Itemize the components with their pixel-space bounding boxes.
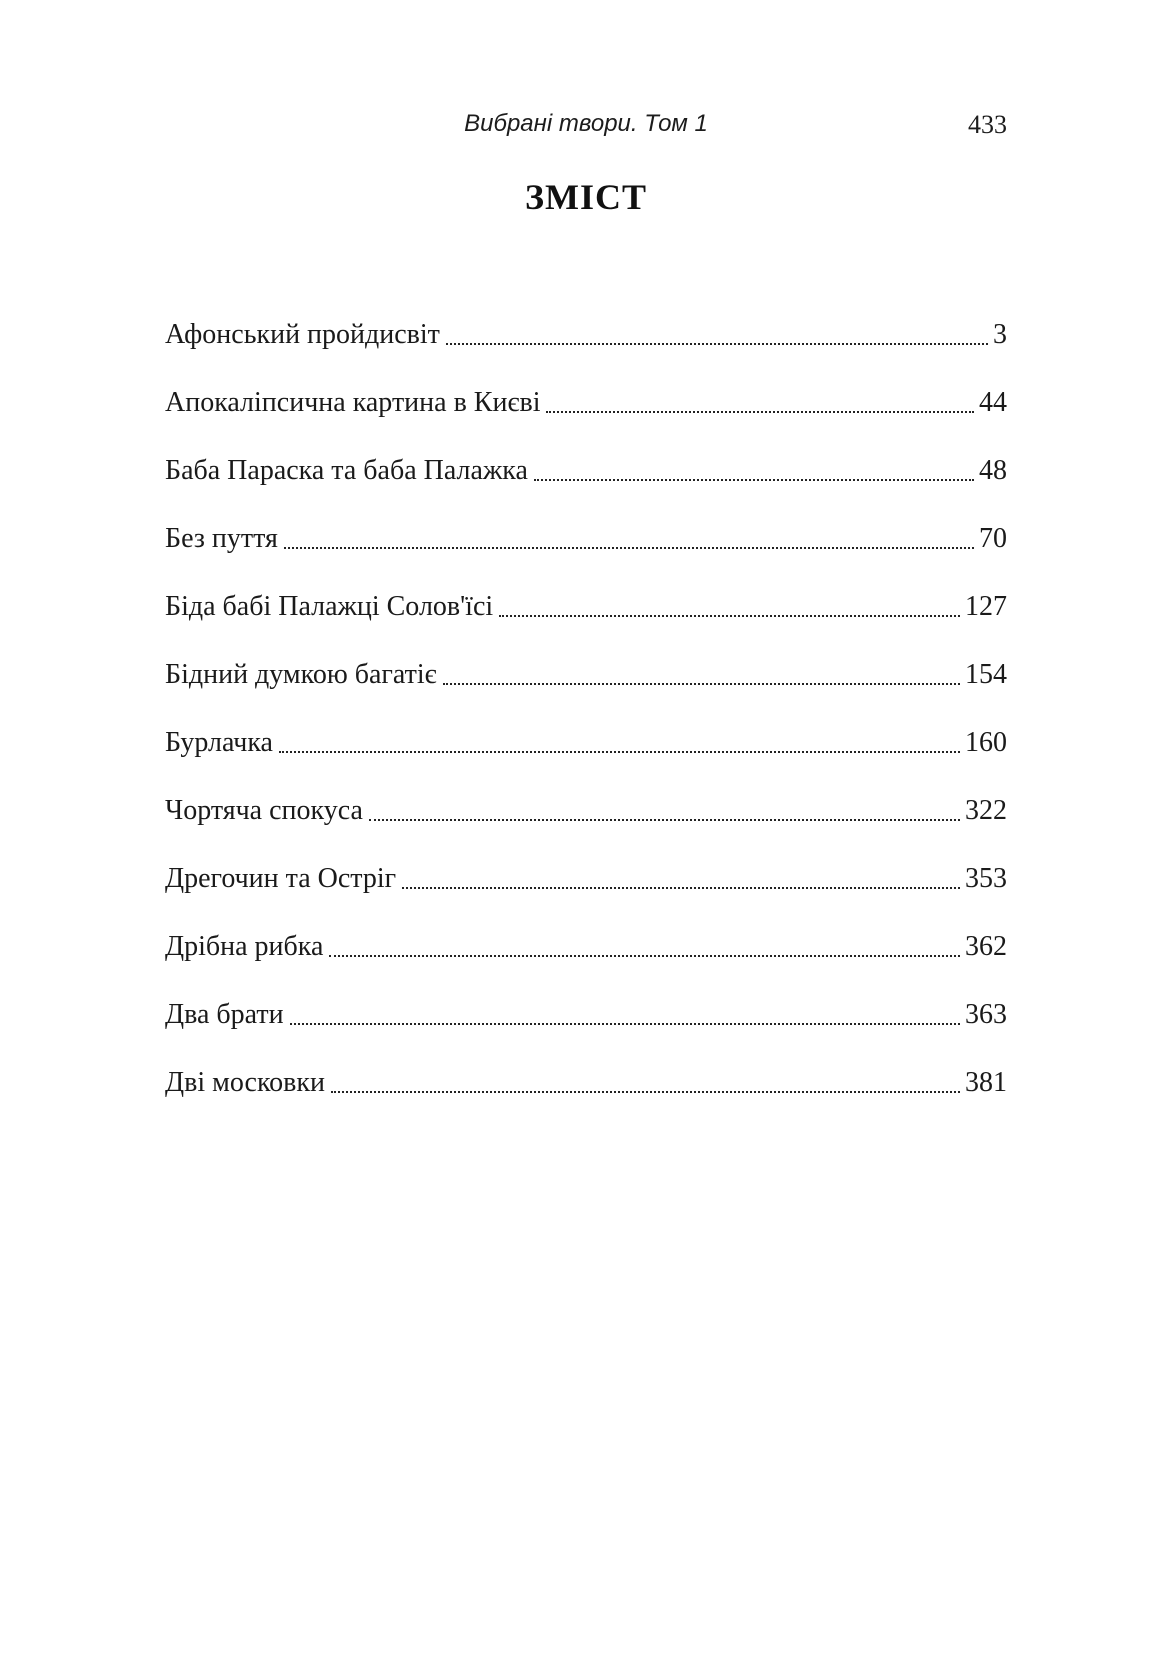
toc-entry-title: Чортяча спокуса (165, 795, 363, 826)
dotted-leader (279, 751, 960, 753)
toc-entry-page: 362 (965, 931, 1007, 962)
toc-entry-title: Біда бабі Палажці Солов'їсі (165, 591, 494, 622)
toc-list (165, 318, 1007, 1134)
toc-entry-title: Апокаліпсична картина в Києві (165, 387, 541, 418)
toc-entry (165, 794, 1007, 828)
toc-entry (165, 930, 1007, 964)
toc-entry-page: 381 (965, 1067, 1007, 1098)
toc-entry-title: Бідний думкою багатіє (165, 659, 437, 690)
toc-entry (165, 386, 1007, 420)
toc-entry-page: 322 (965, 795, 1007, 826)
toc-entry-page: 160 (965, 727, 1007, 758)
toc-entry-page: 127 (965, 591, 1007, 622)
dotted-leader (499, 615, 960, 617)
toc-entry-title: Баба Параска та баба Палажка (165, 455, 528, 486)
toc-entry (165, 998, 1007, 1032)
toc-entry-page: 44 (979, 387, 1007, 418)
toc-entry (165, 590, 1007, 624)
dotted-leader (284, 547, 974, 549)
toc-entry (165, 454, 1007, 488)
toc-entry-title: Дрібна рибка (165, 931, 324, 962)
toc-entry (165, 522, 1007, 556)
toc-entry-title: Без пуття (165, 523, 278, 554)
toc-entry-title: Два брати (165, 999, 284, 1030)
toc-entry-page: 48 (979, 455, 1007, 486)
dotted-leader (446, 343, 988, 345)
dotted-leader (290, 1023, 960, 1025)
dotted-leader (331, 1091, 960, 1093)
toc-entry (165, 862, 1007, 896)
toc-entry-page: 3 (993, 319, 1007, 350)
running-title: Вибрані твори. Том 1 (464, 110, 708, 137)
toc-entry (165, 726, 1007, 760)
running-page-number: 433 (968, 110, 1007, 139)
dotted-leader (534, 479, 974, 481)
running-head (165, 110, 1007, 144)
toc-entry-title: Бурлачка (165, 727, 273, 758)
toc-entry (165, 658, 1007, 692)
dotted-leader (443, 683, 960, 685)
toc-entry (165, 318, 1007, 352)
dotted-leader (546, 411, 974, 413)
dotted-leader (329, 955, 960, 957)
toc-entry-title: Дві московки (165, 1067, 325, 1098)
toc-entry-page: 353 (965, 863, 1007, 894)
toc-entry-title: Афонський пройдисвіт (165, 319, 440, 350)
toc-entry-title: Дрегочин та Остріг (165, 863, 397, 894)
toc-entry-page: 154 (965, 659, 1007, 690)
toc-heading: ЗМІСТ (525, 177, 647, 217)
dotted-leader (369, 819, 960, 821)
toc-entry-page: 363 (965, 999, 1007, 1030)
toc-entry-page: 70 (979, 523, 1007, 554)
dotted-leader (402, 887, 960, 889)
toc-entry (165, 1066, 1007, 1100)
